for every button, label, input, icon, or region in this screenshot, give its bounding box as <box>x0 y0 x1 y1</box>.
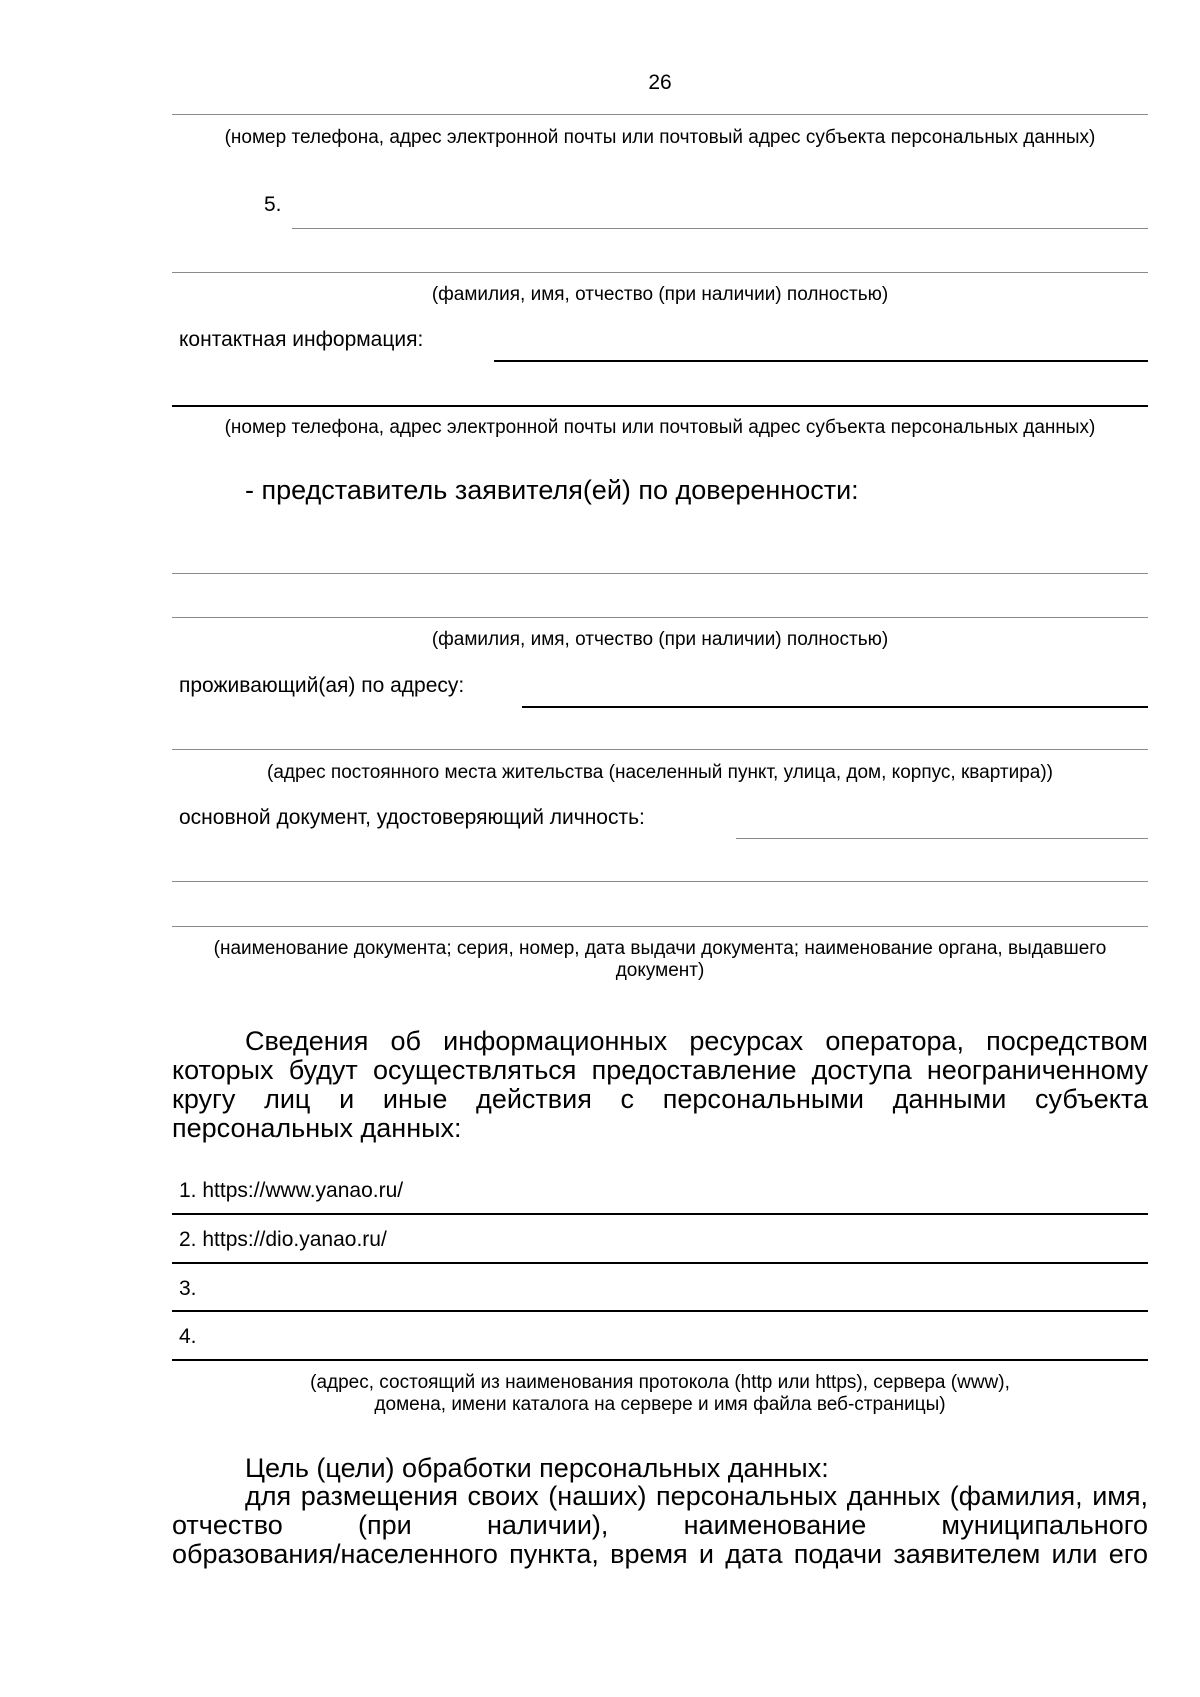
purpose-text-2: образования/населенного пункта, время и дата подачи заявителем или его <box>172 1539 1148 1569</box>
resource-line-1[interactable] <box>172 1213 1148 1215</box>
resource-item-2: 2. https://dio.yanao.ru/ <box>179 1228 387 1251</box>
item-5-fio-line-2[interactable] <box>172 272 1148 273</box>
item-5-number: 5. <box>264 193 282 216</box>
resource-item-3: 3. <box>179 1277 197 1300</box>
representative-fio-line-2[interactable] <box>172 617 1148 618</box>
address-field-line[interactable] <box>522 706 1148 708</box>
purpose-text-1-content: для размещения своих (наших) персональных данных (фамилия, имя, отчество (при наличии), наименование муниципального <box>172 1481 1148 1540</box>
address-caption: (адрес постоянного места жительства (населенный пункт, улица, дом, корпус, квартира)) <box>267 762 1053 783</box>
representative-fio-line[interactable] <box>172 573 1148 574</box>
url-caption-2: домена, имени каталога на сервере и имя файла веб-страницы) <box>374 1394 946 1415</box>
contact-field-line-2[interactable] <box>172 405 1148 407</box>
purpose-text-1 <box>172 1482 1148 1540</box>
url-caption-1: (адрес, состоящий из наименования протокола (http или https), сервера (www), <box>310 1372 1010 1393</box>
id-doc-caption-2: документ) <box>615 960 705 981</box>
resource-item-1: 1. https://www.yanao.ru/ <box>179 1179 404 1202</box>
id-doc-field-line[interactable] <box>736 838 1148 839</box>
representative-heading: - представитель заявителя(ей) по доверенности: <box>245 475 859 505</box>
resource-line-4[interactable] <box>172 1359 1148 1361</box>
page-number: 26 <box>648 71 672 94</box>
id-doc-field-line-3[interactable] <box>172 926 1148 927</box>
fio-caption-2: (фамилия, имя, отчество (при наличии) полностью) <box>431 629 889 650</box>
item-5-fio-line[interactable] <box>292 228 1148 229</box>
address-label: проживающий(ая) по адресу: <box>179 674 465 697</box>
contact-field-line[interactable] <box>494 360 1148 362</box>
resource-line-3[interactable] <box>172 1310 1148 1312</box>
resources-paragraph <box>172 1027 1148 1143</box>
id-doc-caption-1: (наименование документа; серия, номер, дата выдачи документа; наименование органа, выдавшего <box>213 938 1107 959</box>
address-field-line-2[interactable] <box>172 749 1148 750</box>
resource-item-4: 4. <box>179 1325 197 1348</box>
contact-caption-2: (номер телефона, адрес электронной почты или почтовый адрес субъекта персональных данных) <box>224 417 1096 438</box>
contact-label: контактная информация: <box>179 328 424 351</box>
fio-caption: (фамилия, имя, отчество (при наличии) полностью) <box>431 284 889 305</box>
resource-line-2[interactable] <box>172 1262 1148 1264</box>
contact-line-top <box>172 114 1148 115</box>
resources-paragraph-text: Сведения об информационных ресурсах оператора, посредством которых будут осуществляться предоставление доступа неограниченному кругу лиц и иные действия с персональными данными субъекта персональных данных: <box>172 1026 1148 1143</box>
purpose-heading: Цель (цели) обработки персональных данных: <box>245 1453 829 1483</box>
id-doc-field-line-2[interactable] <box>172 881 1148 882</box>
contact-caption: (номер телефона, адрес электронной почты или почтовый адрес субъекта персональных данных) <box>224 127 1096 148</box>
id-doc-label: основной документ, удостоверяющий личность: <box>179 806 645 829</box>
